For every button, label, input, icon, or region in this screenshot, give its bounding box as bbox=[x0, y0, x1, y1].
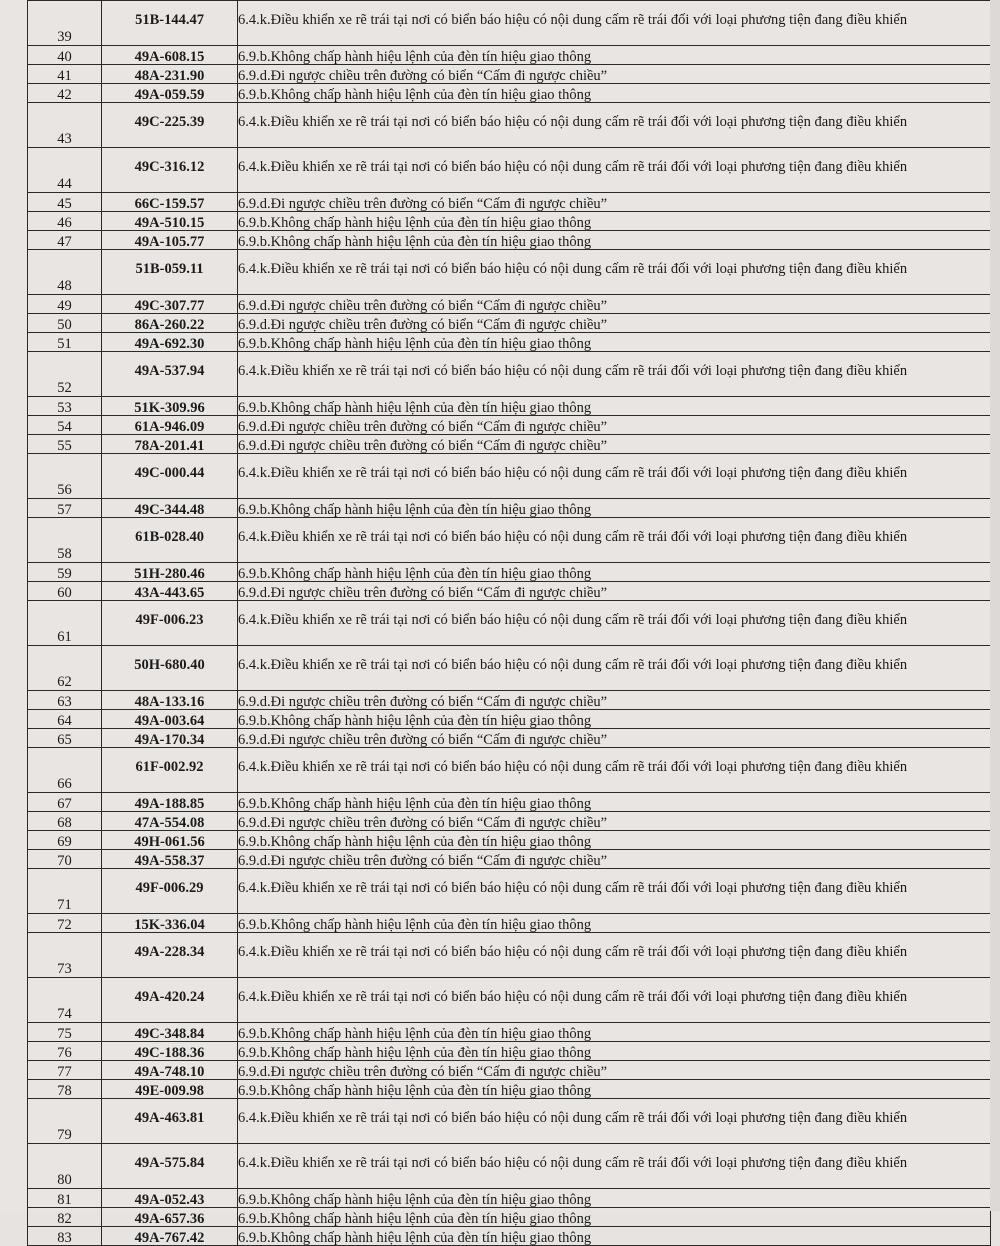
license-plate: 49H-061.56 bbox=[102, 831, 238, 850]
row-number: 77 bbox=[28, 1061, 102, 1080]
violation-description: 6.4.k.Điều khiển xe rẽ trái tại nơi có biển báo hiệu có nội dung cấm rẽ trái đối với loại phương tiện đang điều khiển bbox=[238, 1099, 991, 1144]
row-number: 58 bbox=[28, 518, 102, 563]
violation-description: 6.9.b.Không chấp hành hiệu lệnh của đèn tín hiệu giao thông bbox=[238, 563, 991, 582]
license-plate: 78A-201.41 bbox=[102, 435, 238, 454]
violation-description: 6.9.d.Đi ngược chiều trên đường có biển “Cấm đi ngược chiều” bbox=[238, 295, 991, 314]
row-number: 65 bbox=[28, 729, 102, 748]
row-number: 78 bbox=[28, 1080, 102, 1099]
table-row bbox=[28, 1189, 991, 1208]
license-plate: 49C-000.44 bbox=[102, 454, 238, 499]
license-plate: 61B-028.40 bbox=[102, 518, 238, 563]
row-number: 71 bbox=[28, 869, 102, 914]
table-row bbox=[28, 978, 991, 1023]
row-number: 63 bbox=[28, 691, 102, 710]
table-row bbox=[28, 1080, 991, 1099]
violation-description: 6.4.k.Điều khiển xe rẽ trái tại nơi có biển báo hiệu có nội dung cấm rẽ trái đối với loại phương tiện đang điều khiển bbox=[238, 748, 991, 793]
table-row bbox=[28, 1, 991, 46]
license-plate: 49A-228.34 bbox=[102, 933, 238, 978]
violation-description: 6.4.k.Điều khiển xe rẽ trái tại nơi có biển báo hiệu có nội dung cấm rẽ trái đối với loại phương tiện đang điều khiển bbox=[238, 1144, 991, 1189]
table-row bbox=[28, 601, 991, 646]
license-plate: 49C-348.84 bbox=[102, 1023, 238, 1042]
license-plate: 49A-657.36 bbox=[102, 1208, 238, 1227]
row-number: 45 bbox=[28, 193, 102, 212]
license-plate: 49A-105.77 bbox=[102, 231, 238, 250]
violation-description: 6.4.k.Điều khiển xe rẽ trái tại nơi có biển báo hiệu có nội dung cấm rẽ trái đối với loại phương tiện đang điều khiển bbox=[238, 103, 991, 148]
license-plate: 49A-170.34 bbox=[102, 729, 238, 748]
row-number: 44 bbox=[28, 148, 102, 193]
table-row bbox=[28, 582, 991, 601]
row-number: 82 bbox=[28, 1208, 102, 1227]
table-row bbox=[28, 193, 991, 212]
table-row bbox=[28, 148, 991, 193]
violation-description: 6.9.d.Đi ngược chiều trên đường có biển “Cấm đi ngược chiều” bbox=[238, 435, 991, 454]
license-plate: 51B-144.47 bbox=[102, 1, 238, 46]
table-row bbox=[28, 212, 991, 231]
violation-description: 6.4.k.Điều khiển xe rẽ trái tại nơi có biển báo hiệu có nội dung cấm rẽ trái đối với loại phương tiện đang điều khiển bbox=[238, 518, 991, 563]
license-plate: 49C-344.48 bbox=[102, 499, 238, 518]
table-row bbox=[28, 563, 991, 582]
violation-description: 6.9.b.Không chấp hành hiệu lệnh của đèn tín hiệu giao thông bbox=[238, 1227, 991, 1246]
violation-description: 6.9.b.Không chấp hành hiệu lệnh của đèn tín hiệu giao thông bbox=[238, 710, 991, 729]
license-plate: 50H-680.40 bbox=[102, 646, 238, 691]
license-plate: 49A-420.24 bbox=[102, 978, 238, 1023]
row-number: 60 bbox=[28, 582, 102, 601]
row-number: 69 bbox=[28, 831, 102, 850]
row-number: 68 bbox=[28, 812, 102, 831]
license-plate: 48A-231.90 bbox=[102, 65, 238, 84]
license-plate: 49C-188.36 bbox=[102, 1042, 238, 1061]
license-plate: 43A-443.65 bbox=[102, 582, 238, 601]
row-number: 57 bbox=[28, 499, 102, 518]
row-number: 76 bbox=[28, 1042, 102, 1061]
license-plate: 66C-159.57 bbox=[102, 193, 238, 212]
violation-description: 6.9.b.Không chấp hành hiệu lệnh của đèn tín hiệu giao thông bbox=[238, 914, 991, 933]
violation-description: 6.4.k.Điều khiển xe rẽ trái tại nơi có biển báo hiệu có nội dung cấm rẽ trái đối với loại phương tiện đang điều khiển bbox=[238, 352, 991, 397]
license-plate: 49A-692.30 bbox=[102, 333, 238, 352]
row-number: 50 bbox=[28, 314, 102, 333]
table-row bbox=[28, 352, 991, 397]
license-plate: 49F-006.23 bbox=[102, 601, 238, 646]
violation-description: 6.4.k.Điều khiển xe rẽ trái tại nơi có biển báo hiệu có nội dung cấm rẽ trái đối với loại phương tiện đang điều khiển bbox=[238, 601, 991, 646]
violation-description: 6.9.b.Không chấp hành hiệu lệnh của đèn tín hiệu giao thông bbox=[238, 1208, 991, 1227]
license-plate: 49C-316.12 bbox=[102, 148, 238, 193]
table-row bbox=[28, 1208, 991, 1227]
row-number: 83 bbox=[28, 1227, 102, 1246]
row-number: 55 bbox=[28, 435, 102, 454]
table-row bbox=[28, 793, 991, 812]
license-plate: 61F-002.92 bbox=[102, 748, 238, 793]
row-number: 80 bbox=[28, 1144, 102, 1189]
violation-description: 6.9.d.Đi ngược chiều trên đường có biển “Cấm đi ngược chiều” bbox=[238, 582, 991, 601]
license-plate: 49A-537.94 bbox=[102, 352, 238, 397]
table-row bbox=[28, 435, 991, 454]
table-row bbox=[28, 499, 991, 518]
violation-description: 6.4.k.Điều khiển xe rẽ trái tại nơi có biển báo hiệu có nội dung cấm rẽ trái đối với loại phương tiện đang điều khiển bbox=[238, 646, 991, 691]
license-plate: 15K-336.04 bbox=[102, 914, 238, 933]
row-number: 66 bbox=[28, 748, 102, 793]
table-row bbox=[28, 933, 991, 978]
table-row bbox=[28, 1227, 991, 1246]
violation-description: 6.9.b.Không chấp hành hiệu lệnh của đèn tín hiệu giao thông bbox=[238, 793, 991, 812]
violation-description: 6.4.k.Điều khiển xe rẽ trái tại nơi có biển báo hiệu có nội dung cấm rẽ trái đối với loại phương tiện đang điều khiển bbox=[238, 1, 991, 46]
license-plate: 49A-052.43 bbox=[102, 1189, 238, 1208]
row-number: 79 bbox=[28, 1099, 102, 1144]
license-plate: 51B-059.11 bbox=[102, 250, 238, 295]
license-plate: 49A-059.59 bbox=[102, 84, 238, 103]
violations-table bbox=[27, 0, 991, 1246]
table-row bbox=[28, 314, 991, 333]
table-row bbox=[28, 1042, 991, 1061]
table-row bbox=[28, 518, 991, 563]
row-number: 51 bbox=[28, 333, 102, 352]
table-row bbox=[28, 416, 991, 435]
license-plate: 86A-260.22 bbox=[102, 314, 238, 333]
violation-description: 6.9.b.Không chấp hành hiệu lệnh của đèn tín hiệu giao thông bbox=[238, 1023, 991, 1042]
table-row bbox=[28, 250, 991, 295]
violation-description: 6.9.b.Không chấp hành hiệu lệnh của đèn tín hiệu giao thông bbox=[238, 84, 991, 103]
violation-description: 6.9.d.Đi ngược chiều trên đường có biển “Cấm đi ngược chiều” bbox=[238, 850, 991, 869]
license-plate: 48A-133.16 bbox=[102, 691, 238, 710]
table-row bbox=[28, 1023, 991, 1042]
row-number: 61 bbox=[28, 601, 102, 646]
violation-description: 6.9.b.Không chấp hành hiệu lệnh của đèn tín hiệu giao thông bbox=[238, 333, 991, 352]
violation-description: 6.9.d.Đi ngược chiều trên đường có biển “Cấm đi ngược chiều” bbox=[238, 416, 991, 435]
license-plate: 49A-575.84 bbox=[102, 1144, 238, 1189]
license-plate: 61A-946.09 bbox=[102, 416, 238, 435]
row-number: 64 bbox=[28, 710, 102, 729]
license-plate: 49C-225.39 bbox=[102, 103, 238, 148]
violation-description: 6.4.k.Điều khiển xe rẽ trái tại nơi có biển báo hiệu có nội dung cấm rẽ trái đối với loại phương tiện đang điều khiển bbox=[238, 250, 991, 295]
violation-description: 6.4.k.Điều khiển xe rẽ trái tại nơi có biển báo hiệu có nội dung cấm rẽ trái đối với loại phương tiện đang điều khiển bbox=[238, 978, 991, 1023]
table-row bbox=[28, 397, 991, 416]
table-row bbox=[28, 84, 991, 103]
row-number: 70 bbox=[28, 850, 102, 869]
row-number: 56 bbox=[28, 454, 102, 499]
violation-description: 6.9.d.Đi ngược chiều trên đường có biển “Cấm đi ngược chiều” bbox=[238, 65, 991, 84]
table-row bbox=[28, 1144, 991, 1189]
table-row bbox=[28, 1061, 991, 1080]
license-plate: 51H-280.46 bbox=[102, 563, 238, 582]
license-plate: 49A-767.42 bbox=[102, 1227, 238, 1246]
table-row bbox=[28, 46, 991, 65]
license-plate: 49A-463.81 bbox=[102, 1099, 238, 1144]
row-number: 49 bbox=[28, 295, 102, 314]
violation-description: 6.9.b.Không chấp hành hiệu lệnh của đèn tín hiệu giao thông bbox=[238, 397, 991, 416]
license-plate: 49F-006.29 bbox=[102, 869, 238, 914]
row-number: 59 bbox=[28, 563, 102, 582]
row-number: 72 bbox=[28, 914, 102, 933]
license-plate: 49A-748.10 bbox=[102, 1061, 238, 1080]
row-number: 39 bbox=[28, 1, 102, 46]
table-row bbox=[28, 1099, 991, 1144]
table-row bbox=[28, 748, 991, 793]
table-row bbox=[28, 65, 991, 84]
row-number: 48 bbox=[28, 250, 102, 295]
violations-table-body bbox=[28, 1, 991, 1246]
violation-description: 6.9.b.Không chấp hành hiệu lệnh của đèn tín hiệu giao thông bbox=[238, 212, 991, 231]
violation-description: 6.9.b.Không chấp hành hiệu lệnh của đèn tín hiệu giao thông bbox=[238, 1080, 991, 1099]
row-number: 43 bbox=[28, 103, 102, 148]
violation-description: 6.9.b.Không chấp hành hiệu lệnh của đèn tín hiệu giao thông bbox=[238, 499, 991, 518]
license-plate: 47A-554.08 bbox=[102, 812, 238, 831]
row-number: 81 bbox=[28, 1189, 102, 1208]
license-plate: 49A-608.15 bbox=[102, 46, 238, 65]
table-row bbox=[28, 729, 991, 748]
table-row bbox=[28, 646, 991, 691]
license-plate: 49A-510.15 bbox=[102, 212, 238, 231]
row-number: 75 bbox=[28, 1023, 102, 1042]
table-row bbox=[28, 831, 991, 850]
table-row bbox=[28, 231, 991, 250]
violation-description: 6.9.b.Không chấp hành hiệu lệnh của đèn tín hiệu giao thông bbox=[238, 1189, 991, 1208]
row-number: 74 bbox=[28, 978, 102, 1023]
violation-description: 6.4.k.Điều khiển xe rẽ trái tại nơi có biển báo hiệu có nội dung cấm rẽ trái đối với loại phương tiện đang điều khiển bbox=[238, 454, 991, 499]
table-row bbox=[28, 333, 991, 352]
table-row bbox=[28, 454, 991, 499]
row-number: 52 bbox=[28, 352, 102, 397]
table-row bbox=[28, 850, 991, 869]
table-row bbox=[28, 812, 991, 831]
table-row bbox=[28, 914, 991, 933]
table-row bbox=[28, 295, 991, 314]
violation-description: 6.9.b.Không chấp hành hiệu lệnh của đèn tín hiệu giao thông bbox=[238, 46, 991, 65]
violation-description: 6.9.d.Đi ngược chiều trên đường có biển “Cấm đi ngược chiều” bbox=[238, 314, 991, 333]
row-number: 47 bbox=[28, 231, 102, 250]
violation-description: 6.4.k.Điều khiển xe rẽ trái tại nơi có biển báo hiệu có nội dung cấm rẽ trái đối với loại phương tiện đang điều khiển bbox=[238, 933, 991, 978]
violation-description: 6.9.d.Đi ngược chiều trên đường có biển “Cấm đi ngược chiều” bbox=[238, 729, 991, 748]
violation-description: 6.9.d.Đi ngược chiều trên đường có biển “Cấm đi ngược chiều” bbox=[238, 1061, 991, 1080]
license-plate: 49E-009.98 bbox=[102, 1080, 238, 1099]
row-number: 40 bbox=[28, 46, 102, 65]
row-number: 67 bbox=[28, 793, 102, 812]
table-row bbox=[28, 691, 991, 710]
license-plate: 49A-003.64 bbox=[102, 710, 238, 729]
violation-description: 6.9.d.Đi ngược chiều trên đường có biển “Cấm đi ngược chiều” bbox=[238, 812, 991, 831]
row-number: 53 bbox=[28, 397, 102, 416]
license-plate: 49A-558.37 bbox=[102, 850, 238, 869]
row-number: 73 bbox=[28, 933, 102, 978]
violation-description: 6.9.b.Không chấp hành hiệu lệnh của đèn tín hiệu giao thông bbox=[238, 1042, 991, 1061]
table-row bbox=[28, 869, 991, 914]
violation-description: 6.9.d.Đi ngược chiều trên đường có biển “Cấm đi ngược chiều” bbox=[238, 691, 991, 710]
row-number: 46 bbox=[28, 212, 102, 231]
violation-description: 6.4.k.Điều khiển xe rẽ trái tại nơi có biển báo hiệu có nội dung cấm rẽ trái đối với loại phương tiện đang điều khiển bbox=[238, 148, 991, 193]
violation-description: 6.9.b.Không chấp hành hiệu lệnh của đèn tín hiệu giao thông bbox=[238, 831, 991, 850]
row-number: 62 bbox=[28, 646, 102, 691]
violation-description: 6.9.d.Đi ngược chiều trên đường có biển “Cấm đi ngược chiều” bbox=[238, 193, 991, 212]
row-number: 41 bbox=[28, 65, 102, 84]
row-number: 54 bbox=[28, 416, 102, 435]
violation-description: 6.4.k.Điều khiển xe rẽ trái tại nơi có biển báo hiệu có nội dung cấm rẽ trái đối với loại phương tiện đang điều khiển bbox=[238, 869, 991, 914]
violation-description: 6.9.b.Không chấp hành hiệu lệnh của đèn tín hiệu giao thông bbox=[238, 231, 991, 250]
table-row bbox=[28, 103, 991, 148]
license-plate: 49A-188.85 bbox=[102, 793, 238, 812]
license-plate: 51K-309.96 bbox=[102, 397, 238, 416]
row-number: 42 bbox=[28, 84, 102, 103]
page-right-margin bbox=[990, 0, 1000, 1211]
table-row bbox=[28, 710, 991, 729]
license-plate: 49C-307.77 bbox=[102, 295, 238, 314]
